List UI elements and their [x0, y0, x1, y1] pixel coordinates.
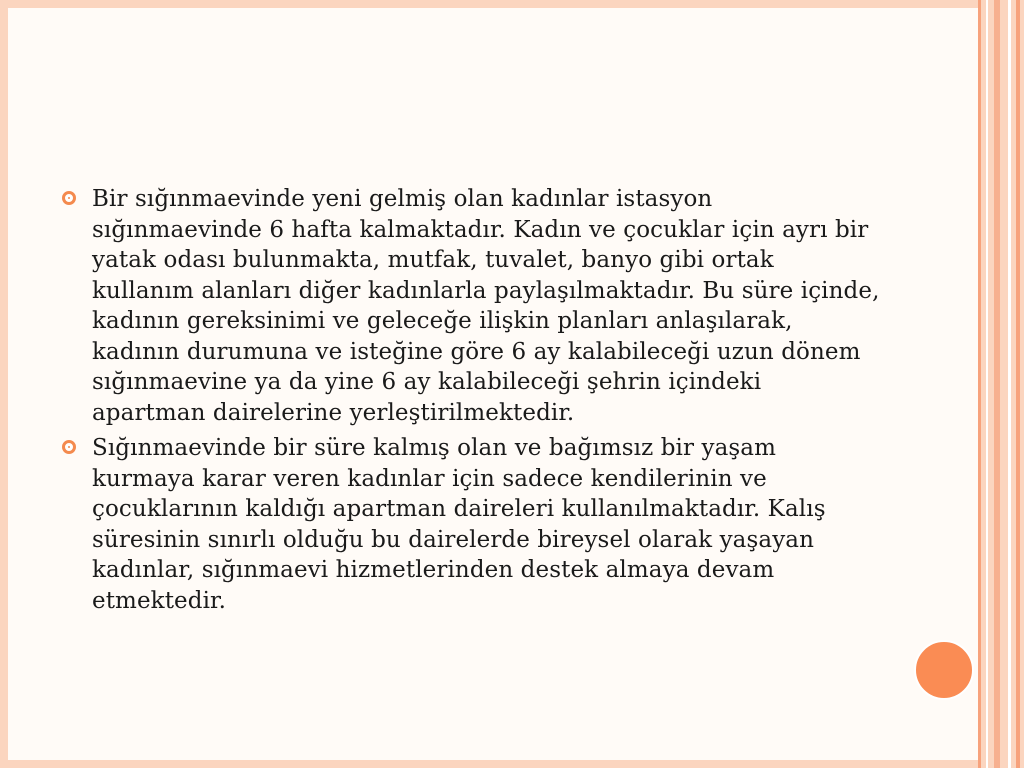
circle-bullet-icon	[62, 191, 76, 205]
slide-body	[62, 184, 882, 621]
circle-bullet-icon	[62, 440, 76, 454]
bullet-text-1: Bir sığınmaevinde yeni gelmiş olan kadınlar istasyon sığınmaevinde 6 hafta kalmaktadır. Kadın ve çocuklar için ayrı bir yatak odası bulunmakta, mutfak, tuvalet, banyo gibi ortak kullanım alanları diğer kadınlarla paylaşılmaktadır. Bu süre içinde, kadının gereksinimi ve geleceğe ilişkin planları anlaşılarak, kadının durumuna ve isteğine göre 6 ay kalabileceği uzun dönem sığınmaevine ya da yine 6 ay kalabileceği şehrin içindeki apartman dairelerine yerleştirilmektedir.	[92, 186, 880, 426]
bullet-item-2	[62, 433, 882, 616]
decorative-stripe	[986, 0, 988, 768]
frame-top-border	[0, 0, 1024, 8]
decorative-stripe	[1008, 0, 1011, 768]
frame-left-border	[0, 0, 8, 768]
bullet-text-2: Sığınmaevinde bir süre kalmış olan ve bağımsız bir yaşam kurmaya karar veren kadınlar için sadece kendilerinin ve çocuklarının kaldığı apartman daireleri kullanılmaktadır. Kalış süresinin sınırlı olduğu bu dairelerde bireysel olarak yaşayan kadınlar, sığınmaevi hizmetlerinden destek almaya devam etmektedir.	[92, 435, 826, 614]
bullet-list	[62, 184, 882, 616]
decorative-stripe	[994, 0, 1000, 768]
decorative-stripe	[1016, 0, 1020, 768]
frame-bottom-border	[0, 760, 1024, 768]
decorative-stripe	[978, 0, 981, 768]
bullet-item-1	[62, 184, 882, 428]
decorative-circle-icon	[914, 640, 974, 700]
